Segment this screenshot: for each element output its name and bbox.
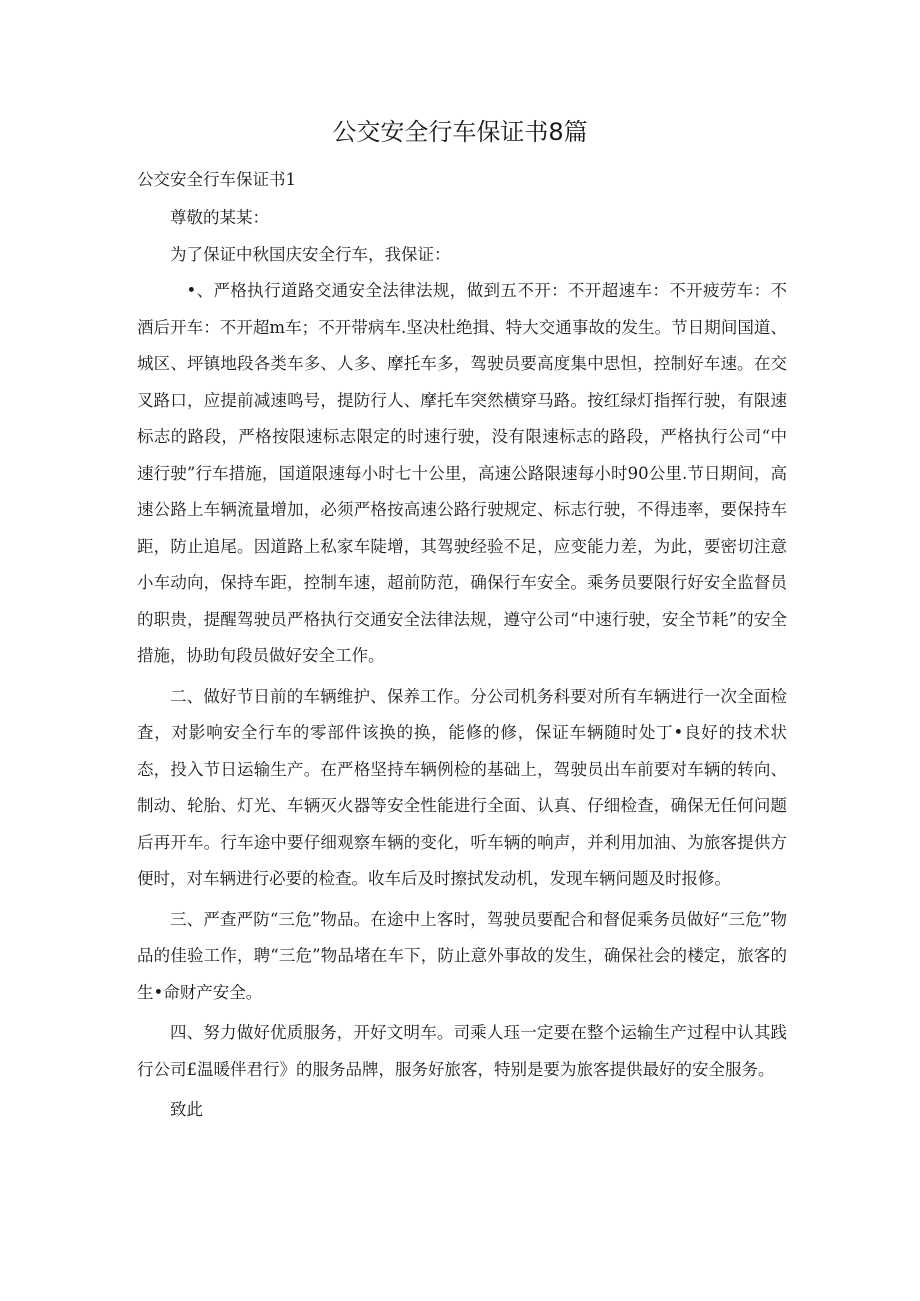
point-one-paragraph: •、严格执行道路交通安全法律法规，做到五不开：不开超速车：不开疲劳车：不酒后开车：不开超m车；不开带病车.坚决杜绝揖、特大交通事故的发生。节日期间国道、城区、坪镇地段各类车多、人多、摩托车多，驾驶员要高度集中思怛，控制好车速。在交叉路口，应提前减速鸣号，提防行人、摩托车突然横穿马路。按红绿灯指挥行驶，有限速标志的路段，严格按限速标志限定的时速行驶，没有限速标志的路段，严格执行公司“中速行驶”行车措施，国道限速每小时七十公里，高速公路限速每小时90公里.节日期间，高速公路上车辆流量增加，必须严格按高速公路行驶规定、标志行驶，不得违率，要保持车距，防止追尾。因道路上私家车陡增，其驾驶经验不足，应变能力差，为此，要密切注意小车动向，保持车距，控制车速，超前防范，确保行车安全。乘务员要限行好安全监督员的职贵，提醒驾驶员严格执行交通安全法律法规，遵守公司“中速行驶，安全节耗”的安全措施，协助旬段员做好安全工作。 xyxy=(137,281,787,665)
document-title: 公交安全行车保证书8篇 xyxy=(332,118,588,146)
point-two-paragraph: 二、做好节日前的车辆维护、保养工作。分公司机务科要对所有车辆进行一次全面检査，对影响安全行车的零部件该换的换，能修的修，保证车辆随时处丁•良好的技术状态，投入节日运输生产。在严格坚持车辆例检的基础上，驾驶员出车前要对车辆的转向、制动、轮胎、灯光、车辆灭火器等安全性能进行全面、认真、仔细检查，确保无任何问题后再开车。行车途中要仔细观察车辆的变化，听车辆的响声，并利用加油、为旅客提供方便时，对车辆进行必要的检查。收车后及时擦拭发动机，发现车辆问题及时报修。 xyxy=(137,686,787,888)
document-body xyxy=(137,200,787,1129)
intro-paragraph: 为了保证中秋国庆安全行车，我保证： xyxy=(170,244,451,264)
salutation-paragraph: 尊敬的某某： xyxy=(170,208,269,227)
point-three-paragraph: 三、严查严防“三危”物品。在途中上客时，驾驶员要配合和督促乘务员做好“三危”物品的佳验工作，聘“三危”物品堵在车下，防止意外事故的发生，确保社会的楼定，旅客的生•命财产安全。 xyxy=(137,909,787,1002)
point-four-paragraph: 四、努力做好优质服务，开好文明车。司乘人珏一定要在整个运输生产过程中认其践行公司£温暖伴君行》的服务品牌，服务好旅客，特别是要为旅客提供最好的安全服务。 xyxy=(137,1023,787,1079)
closing-paragraph: 致此 xyxy=(170,1100,203,1119)
section-subtitle: 公交安全行车保证书1 xyxy=(137,170,296,189)
